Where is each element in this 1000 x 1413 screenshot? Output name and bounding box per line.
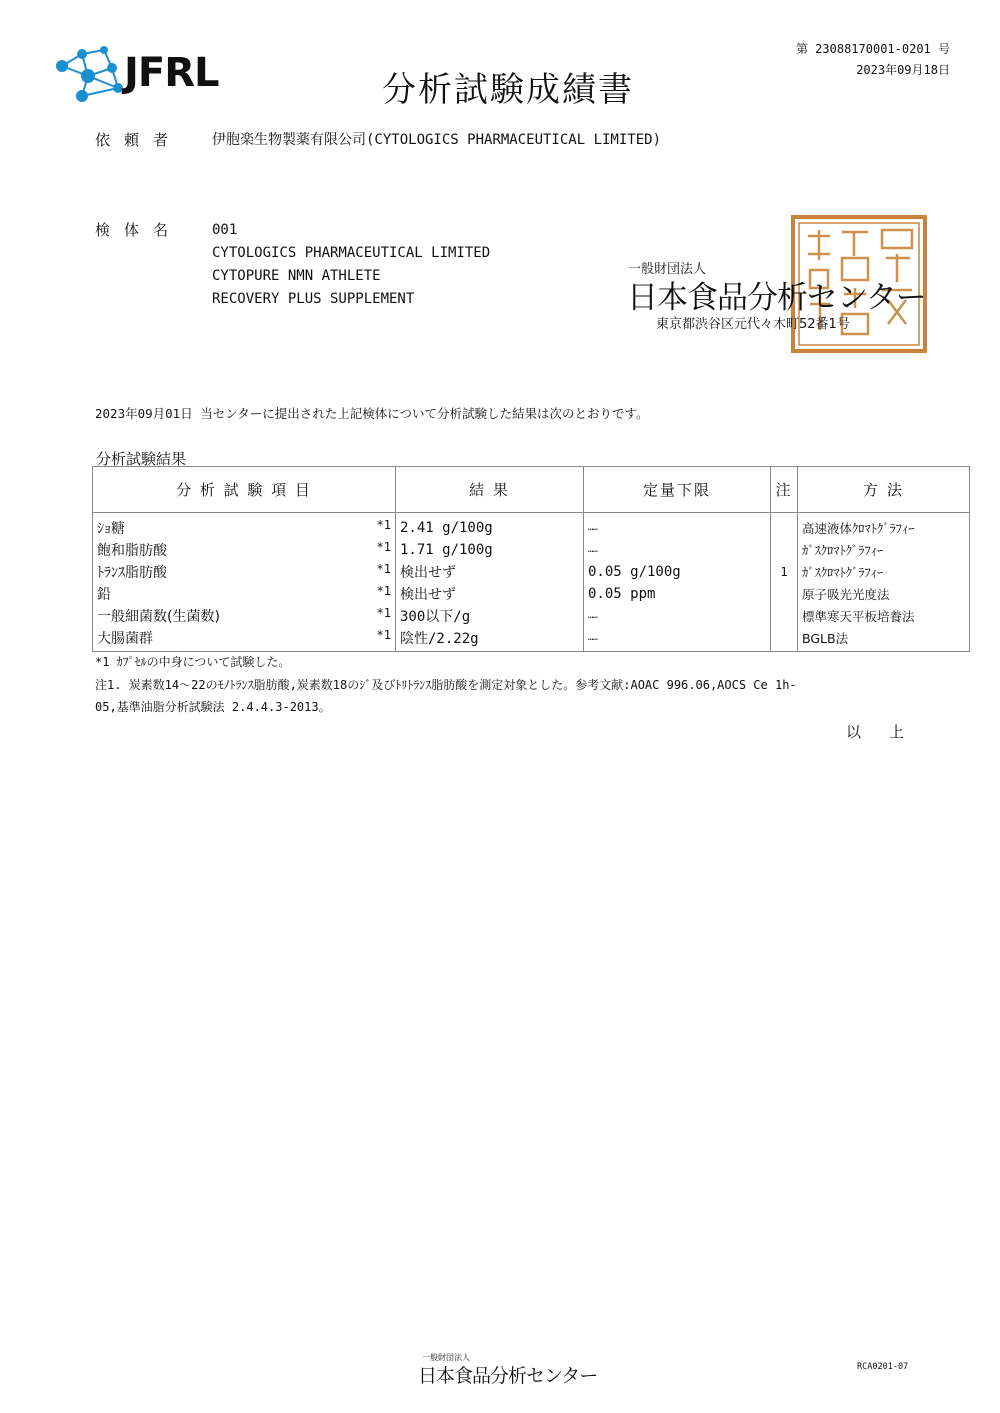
test-method: BGLB法 (798, 627, 970, 652)
test-item: 飽和脂肪酸 (97, 543, 167, 559)
issuer-name: 日本食品分析センター (627, 280, 926, 316)
header-test-item: 分 析 試 験 項 目 (93, 467, 396, 513)
sample-line: CYTOPURE NMN ATHLETE (212, 268, 381, 284)
item-footnote-mark: *1 (376, 584, 391, 598)
result-value: 陰性/2.22g (396, 627, 584, 652)
note-ref (771, 627, 798, 652)
sample-label: 検体名 (95, 221, 183, 239)
header-method: 方 法 (798, 467, 970, 513)
footer-issuer-name: 日本食品分析センター (418, 1365, 598, 1387)
sample-line: RECOVERY PLUS SUPPLEMENT (212, 291, 415, 307)
result-value: 2.41 g/100g (396, 513, 584, 540)
item-footnote-mark: *1 (376, 540, 391, 554)
table-row (93, 627, 970, 652)
result-value: 300以下/g (396, 605, 584, 627)
test-item: 大腸菌群 (97, 631, 153, 647)
note-ref (771, 583, 798, 605)
quantification-limit: …… (584, 627, 771, 652)
footnote-note1-line2: 05,基準油脂分析試験法 2.4.4.3-2013。 (95, 700, 331, 714)
note-ref (771, 513, 798, 540)
issue-date: 2023年09月18日 (856, 63, 950, 77)
test-item: ﾄﾗﾝｽ脂肪酸 (97, 565, 167, 581)
test-method: ｶﾞｽｸﾛﾏﾄｸﾞﾗﾌｨｰ (798, 539, 970, 561)
sample-line: CYTOLOGICS PHARMACEUTICAL LIMITED (212, 245, 491, 261)
header-result: 結 果 (396, 467, 584, 513)
test-item: 一般細菌数(生菌数) (97, 609, 220, 625)
quantification-limit: 0.05 g/100g (584, 561, 771, 583)
item-footnote-mark: *1 (376, 518, 391, 532)
note-ref: 1 (771, 561, 798, 583)
note-ref (771, 539, 798, 561)
table-row (93, 605, 970, 627)
section-title: 分析試験結果 (96, 450, 187, 468)
header-quantification-limit: 定量下限 (584, 467, 771, 513)
quantification-limit: 0.05 ppm (584, 583, 771, 605)
table-row (93, 513, 970, 540)
intro-statement: 2023年09月01日 当センターに提出された上記検体について分析試験した結果は次のとおりです。 (95, 406, 649, 421)
footnote-note1-line1: 注1. 炭素数14～22のﾓﾉﾄﾗﾝｽ脂肪酸,炭素数18のｼﾞ及びﾄﾘﾄﾗﾝｽ脂肪酸を測定対象とした。参考文献:AOAC 996.06,AOCS Ce 1h- (95, 678, 797, 692)
results-table (92, 466, 970, 652)
document-number: 第 23088170001-0201 号 (795, 42, 950, 56)
logo-wordmark: JFRL (124, 50, 219, 96)
table-row (93, 539, 970, 561)
sample-name-block (212, 219, 490, 311)
issuer-org-type: 一般財団法人 (628, 262, 707, 277)
quantification-limit: …… (584, 513, 771, 540)
footnote-star1: *1 ｶﾌﾟｾﾙの中身について試験した。 (95, 655, 291, 669)
test-method: 高速液体ｸﾛﾏﾄｸﾞﾗﾌｨｰ (798, 513, 970, 540)
item-footnote-mark: *1 (376, 606, 391, 620)
form-code: RCA0201-07 (857, 1362, 909, 1372)
test-item: 鉛 (97, 587, 111, 603)
result-value: 検出せず (396, 561, 584, 583)
item-footnote-mark: *1 (376, 562, 391, 576)
result-value: 検出せず (396, 583, 584, 605)
test-item: ｼｮ糖 (97, 521, 125, 537)
result-value: 1.71 g/100g (396, 539, 584, 561)
requester-value: 伊胞楽生物製薬有限公司(CYTOLOGICS PHARMACEUTICAL LIMITED) (212, 132, 662, 148)
table-row (93, 583, 970, 605)
test-method: 標準寒天平板培養法 (798, 605, 970, 627)
requester-label: 依頼者 (95, 131, 183, 149)
table-header-row (93, 467, 970, 513)
quantification-limit: …… (584, 605, 771, 627)
header-note: 注 (771, 467, 798, 513)
note-ref (771, 605, 798, 627)
footer-org-type: 一般財団法人 (422, 1353, 470, 1362)
closing-mark: 以上 (846, 723, 933, 741)
table-row (93, 561, 970, 583)
sample-line: 001 (212, 222, 238, 238)
document-title: 分析試験成績書 (382, 70, 634, 110)
item-footnote-mark: *1 (376, 628, 391, 642)
test-method: 原子吸光光度法 (798, 583, 970, 605)
quantification-limit: …… (584, 539, 771, 561)
test-method: ｶﾞｽｸﾛﾏﾄｸﾞﾗﾌｨｰ (798, 561, 970, 583)
issuer-address: 東京都渋谷区元代々木町52番1号 (656, 317, 850, 332)
